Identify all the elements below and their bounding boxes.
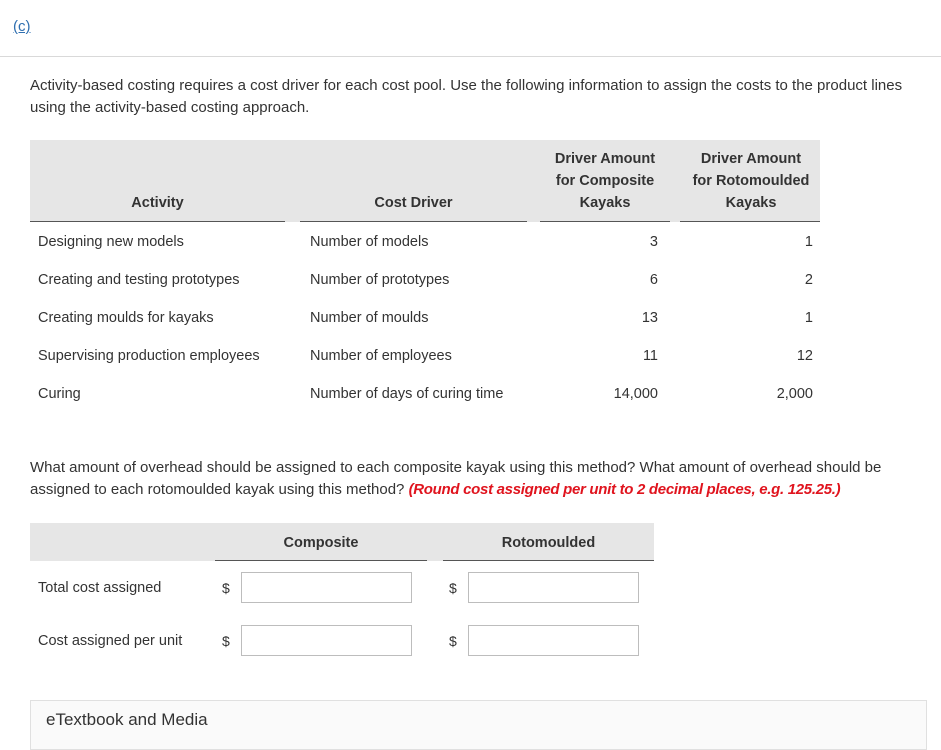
activity-cell: Curing [38, 386, 81, 402]
currency-symbol: $ [449, 633, 457, 649]
activity-cell: Supervising production employees [38, 348, 260, 364]
currency-symbol: $ [449, 580, 457, 596]
composite-total-cost-input[interactable] [241, 572, 412, 603]
driver-cell: Number of employees [310, 348, 452, 364]
driver-cell: Number of models [310, 234, 429, 250]
activity-cell: Creating and testing prototypes [38, 272, 240, 288]
roto-amount-cell: 2,000 [776, 386, 813, 402]
question-body: What amount of overhead should be assigned to each composite kayak using this method? What amount of overhead should be assigned to each rotomoulded kayak using this method? [30, 459, 882, 498]
cost-per-unit-label: Cost assigned per unit [38, 633, 183, 649]
rounding-note: (Round cost assigned per unit to 2 decimal places, e.g. 125.25.) [408, 481, 841, 498]
driver-cell: Number of moulds [310, 310, 429, 326]
header-composite-driver: Driver Amount for Composite Kayaks [554, 151, 656, 211]
header-underline [215, 560, 427, 561]
activity-cell: Designing new models [38, 234, 184, 250]
top-divider [0, 56, 941, 57]
roto-amount-cell: 2 [804, 272, 813, 288]
composite-amount-cell: 13 [641, 310, 658, 326]
composite-amount-cell: 11 [642, 348, 658, 364]
composite-cost-per-unit-input[interactable] [241, 625, 412, 656]
header-activity: Activity [131, 195, 184, 211]
composite-amount-cell: 14,000 [613, 386, 658, 402]
roto-amount-cell: 12 [796, 348, 813, 364]
roto-cost-per-unit-input[interactable] [468, 625, 639, 656]
header-composite: Composite [283, 535, 359, 551]
composite-amount-cell: 6 [649, 272, 658, 288]
header-underline [680, 221, 820, 222]
intro-text: Activity-based costing requires a cost driver for each cost pool. Use the following information to assign the costs to the product lines using the activity-based costing approach. [30, 77, 903, 116]
part-c-link[interactable]: (c) [13, 18, 31, 35]
header-underline [443, 560, 654, 561]
etextbook-media-panel[interactable] [30, 700, 927, 750]
total-cost-label: Total cost assigned [38, 580, 162, 596]
question-text [30, 457, 920, 501]
roto-total-cost-input[interactable] [468, 572, 639, 603]
driver-cell: Number of prototypes [310, 272, 450, 288]
composite-amount-cell: 3 [649, 234, 658, 250]
header-underline [540, 221, 670, 222]
header-cost-driver: Cost Driver [374, 195, 453, 211]
driver-cell: Number of days of curing time [310, 386, 504, 402]
roto-amount-cell: 1 [804, 310, 813, 326]
activity-cell: Creating moulds for kayaks [38, 310, 214, 326]
header-underline [30, 221, 285, 222]
roto-amount-cell: 1 [804, 234, 813, 250]
etextbook-media-label: eTextbook and Media [46, 710, 208, 729]
currency-symbol: $ [222, 580, 230, 596]
currency-symbol: $ [222, 633, 230, 649]
header-rotomoulded: Rotomoulded [501, 535, 596, 551]
header-underline [300, 221, 527, 222]
header-roto-driver: Driver Amount for Rotomoulded Kayaks [692, 151, 810, 211]
